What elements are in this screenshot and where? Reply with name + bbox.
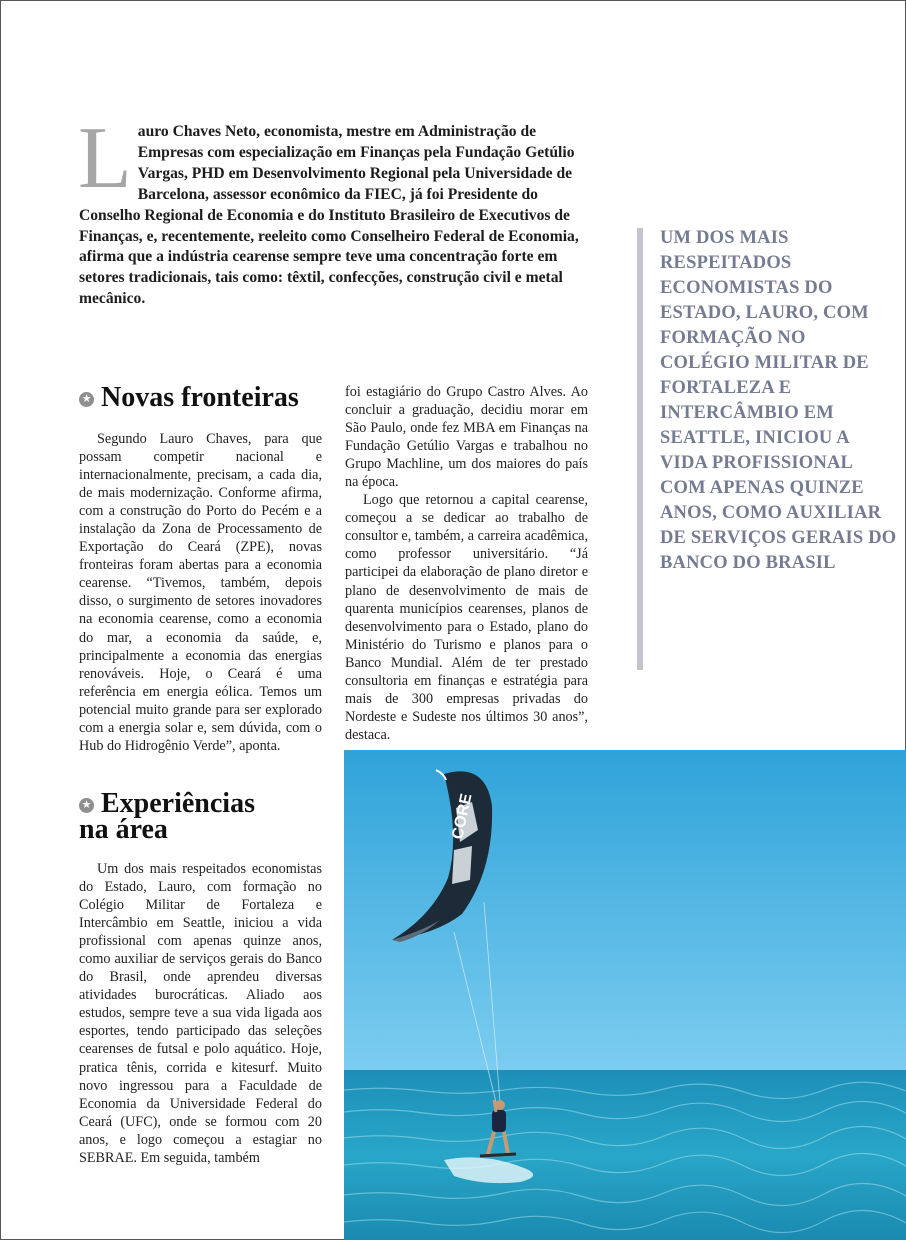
body-paragraph: Logo que retornou a capital cearense, começou a se dedicar ao trabalho de consultor e, também, a carreira acadêmica, como professor universitário. “Já participei da elaboração de plano diretor e plano de desenvolvimento de mais de quarenta municípios cearenses, planos de desenvolvimento para o Estado, plano do Ministério do Turismo e planos para o Banco Mundial. Além de ter prestado consultoria em finanças e estratégia para mais de 300 empresas privadas do Nordeste e Sudeste nos últimos 30 anos”, destaca. xyxy=(345,492,588,743)
heading-text-line2: na área xyxy=(79,814,168,845)
section-heading-experiencias xyxy=(79,788,255,845)
lead-paragraph xyxy=(78,110,594,310)
star-circle-icon: ★ xyxy=(79,392,94,407)
kitesurf-photo xyxy=(344,750,906,1240)
heading-text: Novas fronteiras xyxy=(101,382,299,413)
drop-cap: L xyxy=(78,110,132,207)
body-paragraph: foi estagiário do Grupo Castro Alves. Ao concluir a graduação, decidiu morar em São Paulo, onde fez MBA em Finanças na Fundação Getúlio Vargas e trabalhou no Grupo Machline, um dos maiores do país na época. xyxy=(345,384,588,491)
body-paragraph: Segundo Lauro Chaves, para que possam competir nacional e internacionalmente, precisam, a cada dia, de mais modernização. Conforme afirma, com a construção do Porto do Pecém e a instalação da Zona de Processamento de Exportação do Ceará (ZPE), novas fronteiras foram abertas para a economia cearense. “Tivemos, também, depois disso, o surgimento de setores inovadores na economia cearense, como a economia do mar, a economia da saúde, e, principalmente a economia das energias renováveis. Hoje, o Ceará é uma referência em energia eólica. Temos um potencial muito grande para ser explorado com a energia solar e, sem dúvida, com o Hub do Hidrogênio Verde”, aponta. xyxy=(79,431,322,754)
kite-brand: CORE xyxy=(449,792,476,841)
body-paragraph: Um dos mais respeitados economistas do Estado, Lauro, com formação no Colégio Militar de Fortaleza e Intercâmbio em Seattle, iniciou a vida profissional com apenas quinze anos, como auxiliar de serviços gerais do Banco do Brasil, onde aprendeu diversas atividades burocráticas. Aliado aos estudos, sempre teve a sua vida ligada aos esportes, tendo participado das seleções cearenses de futsal e polo aquático. Hoje, pratica tênis, corrida e kitesurf. Muito novo ingressou para a Faculdade de Economia da Universidade Federal do Ceará (UFC), onde se formou com 20 anos, e logo começou a estagiar no SEBRAE. Em seguida, também xyxy=(79,861,322,1166)
lead-text: auro Chaves Neto, economista, mestre em Administração de Empresas com especialização em Finanças pela Fundação Getúlio Vargas, PHD em Desenvolvimento Regional pela Universidade de Barcelona, assessor econômico da FIEC, já foi Presidente do Conselho Regional de Economia e do Instituto Brasileiro de Executivos de Finanças, e, recentemente, reeleito como Conselheiro Federal de Economia, afirma que a indústria cearense sempre teve uma concentração forte em setores tradicionais, tais como: têxtil, confecções, construção civil e metal mecânico. xyxy=(79,123,579,308)
section-heading-novas-fronteiras xyxy=(79,382,299,413)
kitesurf-illustration xyxy=(344,750,906,1240)
heading-text-line1: Experiências xyxy=(101,788,255,819)
star-circle-icon: ★ xyxy=(79,798,94,813)
pull-quote: UM DOS MAIS RESPEITADOS ECONOMISTAS DO ESTADO, LAURO, COM FORMAÇÃO NO COLÉGIO MILITAR DE FORTALEZA E INTERCÂMBIO EM SEATTLE, INICIOU A VIDA PROFISSIONAL COM APENAS QUINZE ANOS, COMO AUXILIAR DE SERVIÇOS GERAIS DO BANCO DO BRASIL xyxy=(660,228,897,573)
column-experiencias xyxy=(79,860,322,1167)
column-novas-fronteiras xyxy=(79,430,322,755)
column-continuation xyxy=(345,383,588,744)
